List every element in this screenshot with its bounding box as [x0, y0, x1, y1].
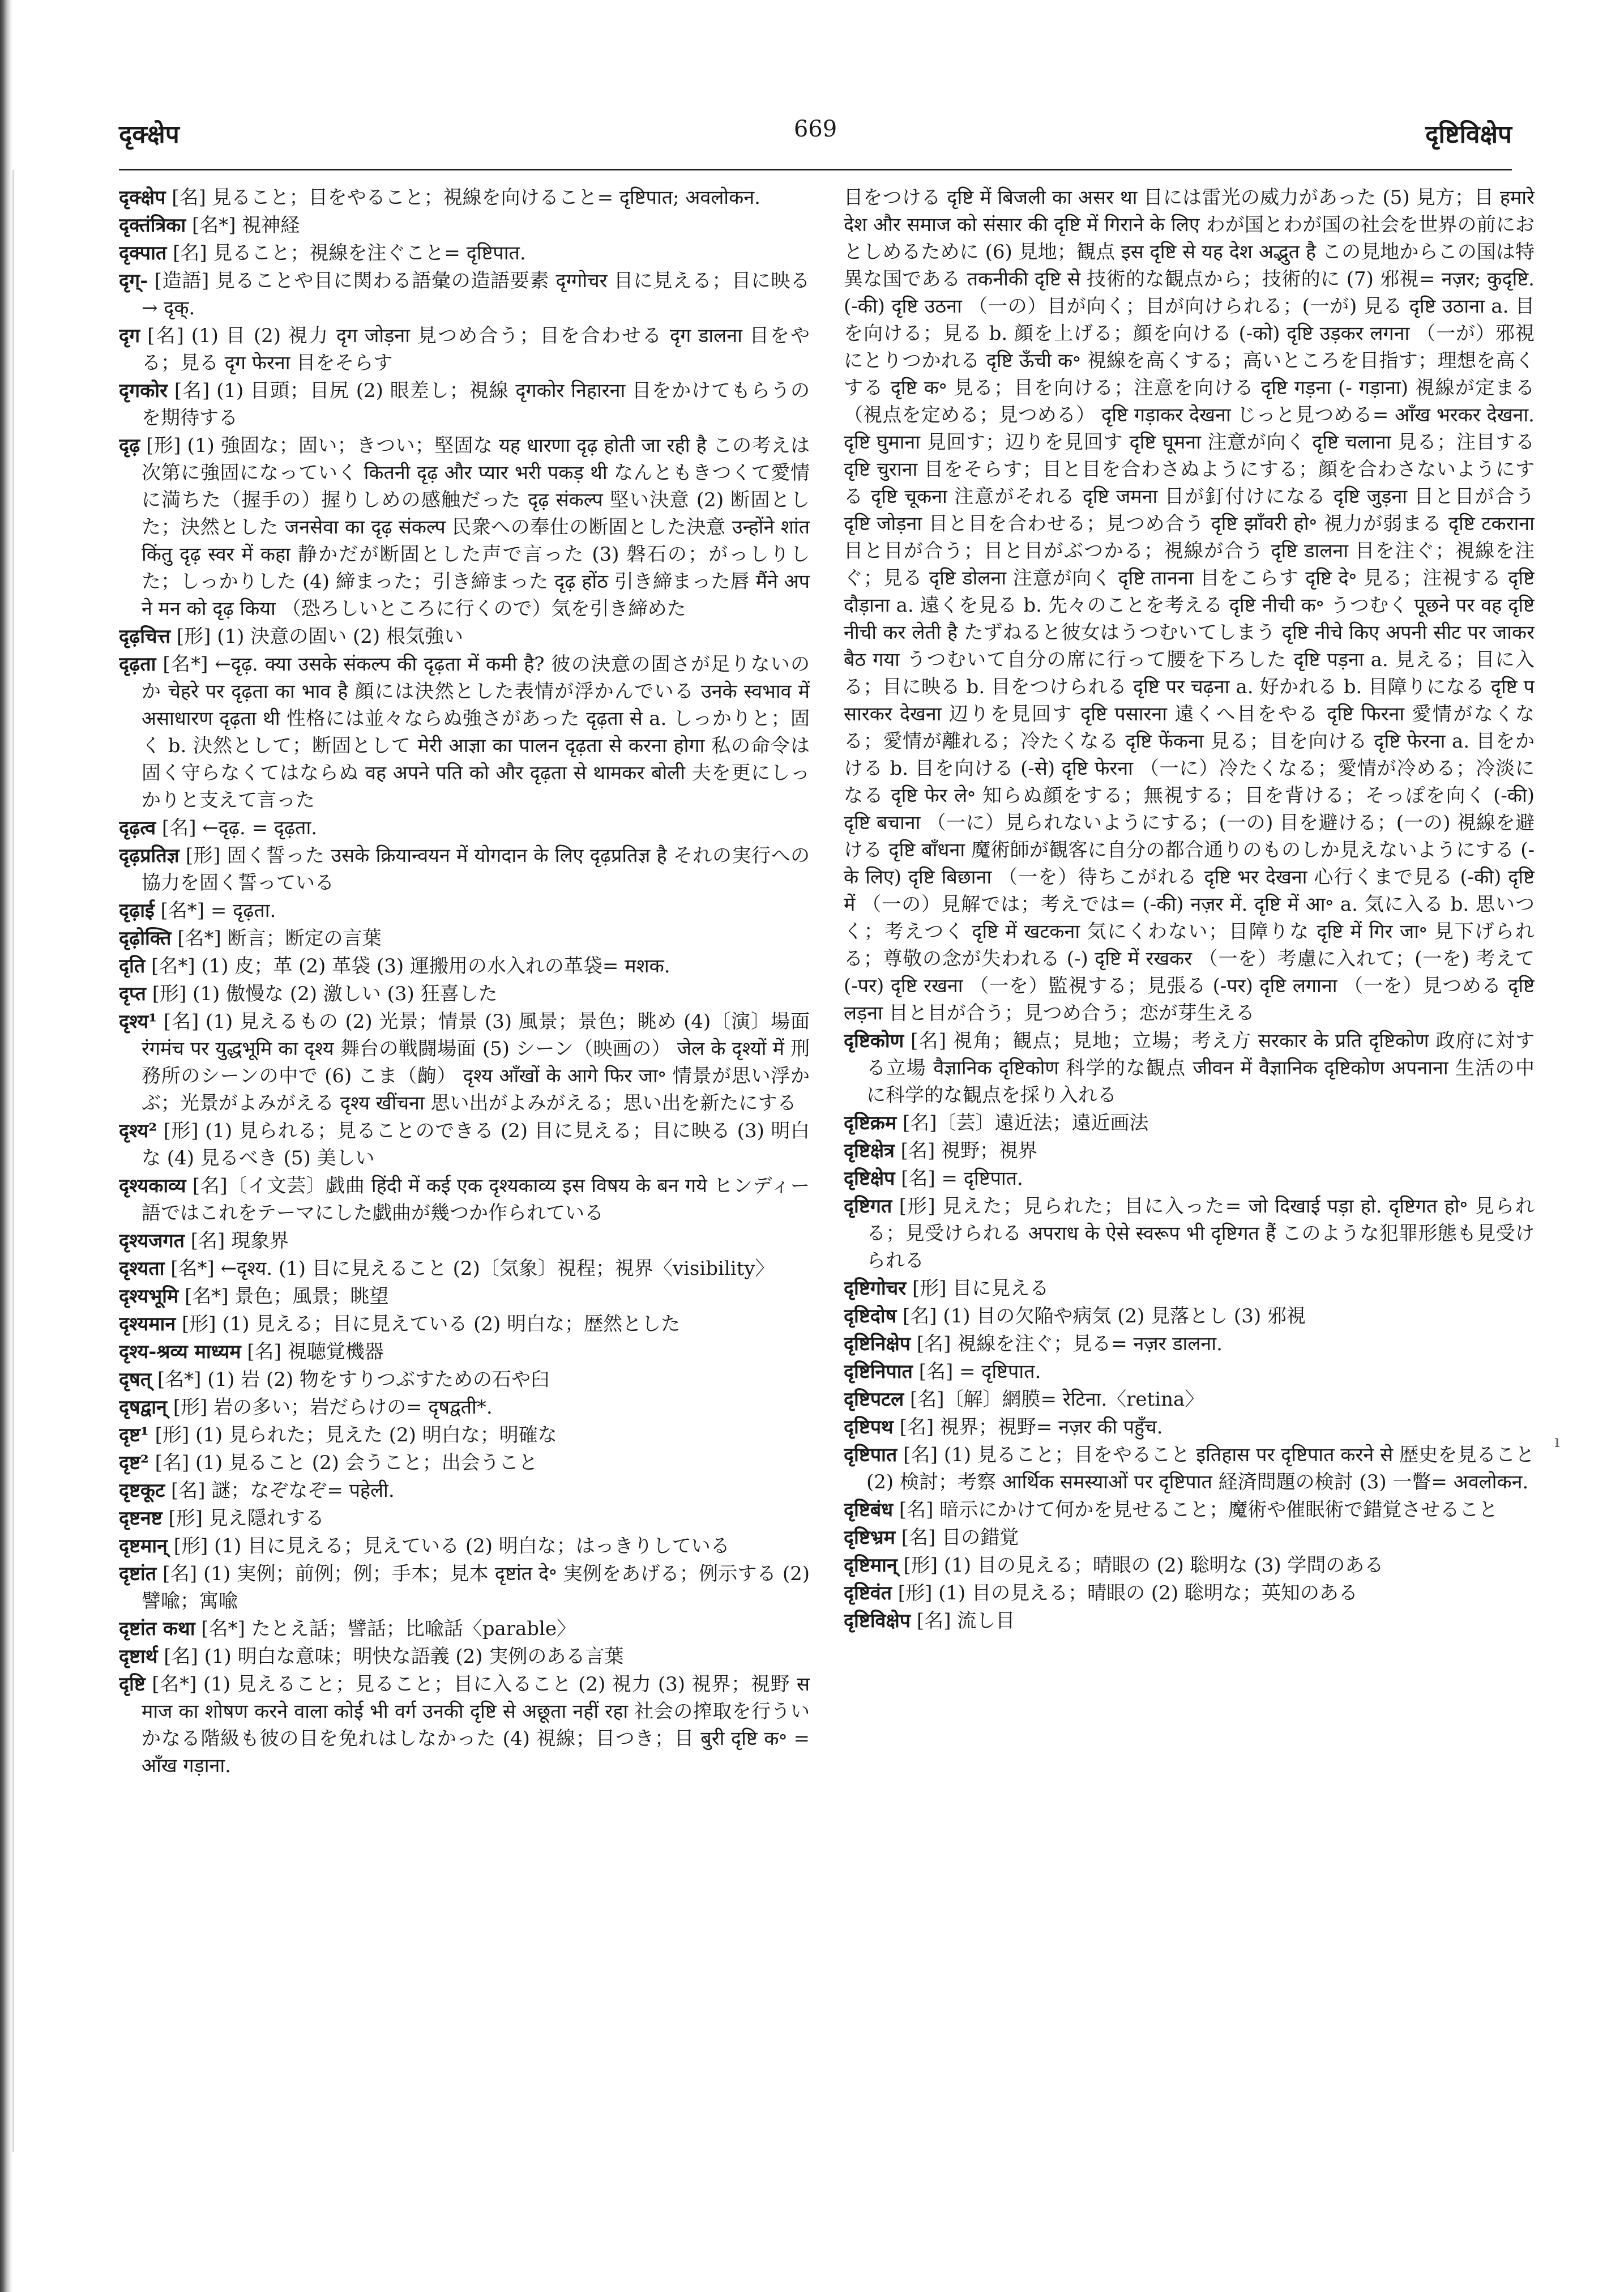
entry-definition: [形] (1) 傲慢な (2) 激しい (3) 狂喜した — [146, 983, 498, 1005]
entry-definition: [名]〔イ文芸〕戯曲 हिंदी में कई एक दृश्यकाव्य इस विषय के बन गये ヒンディー語ではこれをテーマにした戯曲が幾つか作られている — [142, 1175, 810, 1224]
dictionary-entry — [119, 267, 810, 322]
entry-headword: दृढ़ोक्ति — [119, 927, 172, 950]
header-rule — [119, 169, 1512, 170]
entry-definition: 目をつける दृष्टि में बिजली का असर था 目には雷光の威力があった (5) 見方；目 हमारे देश और समाज को संसार की दृष्टि में गिराने के लिए わが国とわが国の社会を世界の前におとしめるために (6) 見地；観点 इस दृष्टि से यह देश अद्भुत है この見地からこの国は特異な国である तकनीकी दृष्टि से 技術的な観点から；技術的に (7) 邪視= नज़र; कुदृष्टि. (-की) दृष्टि उठना （一の）目が向く；目が向けられる；(一が) 見る दृष्टि उठाना a. 目を向ける；見る b. 顔を上げる；顔を向ける (-को) दृष्टि उड़कर लगना （一が）邪視にとりつかれる दृष्टि ऊँची क॰ 視線を高くする；高いところを目指す；理想を高くする दृष्टि क॰ 見る；目を向ける；注意を向ける दृष्टि गड़ना (- गड़ाना) 視線が定まる（視点を定める；見つめる） दृष्टि गड़ाकर देखना じっと見つめる= आँख भरकर देखना. दृष्टि घुमाना 見回す；辺りを見回す दृष्टि घूमना 注意が向く दृष्टि चलाना 見る；注目する दृष्टि चुराना 目をそらす；目と目を合わさぬようにする；顔を合わさないようにする दृष्टि चूकना 注意がそれる दृष्टि जमना 目が釘付けになる दृष्टि जुड़ना 目と目が合う दृष्टि जोड़ना 目と目を合わせる；見つめ合う दृष्टि झाँवरी हो॰ 視力が弱まる दृष्टि टकराना 目と目が合う；目と目がぶつかる；視線が合う दृष्टि डालना 目を注ぐ；視線を注ぐ；見る दृष्टि डोलना 注意が向く दृष्टि तानना 目をこらす दृष्टि दे॰ 見る；注視する दृष्टि दौड़ाना a. 遠くを見る b. 先々のことを考える दृष्टि नीची क॰ うつむく पूछने पर वह दृष्टि नीची कर लेती है たずねると彼女はうつむいてしまう दृष्टि नीचे किए अपनी सीट पर जाकर बैठ गया うつむいて自分の席に行って腰を下ろした दृष्टि पड़ना a. 見える；目に入る；目に映る b. 目をつけられる दृष्टि पर चढ़ना a. 好かれる b. 目障りになる दृष्टि पसारकर देखना 辺りを見回す दृष्टि पसारना 遠くへ目をやる दृष्टि फिरना 愛情がなくなる；愛情が離れる；冷たくなる दृष्टि फेंकना 見る；目を向ける दृष्टि फेरना a. 目をかける b. 目を向ける (-से) दृष्टि फेरना （一に）冷たくなる；愛情が冷める；冷淡になる दृष्टि फेर ले॰ 知らぬ顔をする；無視する；目を背ける；そっぽを向く (-की) दृष्टि बचाना （一に）見られないようにする；(一の) 目を避ける；(一の) 視線を避ける दृष्टि बाँधना 魔術師が観客に自分の都合通りのものしか見えないようにする (-के लिए) दृष्टि बिछाना （一を）待ちこがれる दृष्टि भर देखना 心行くまで見る (-की) दृष्टि में （一の）見解では；考えでは= (-की) नज़र में. दृष्टि में आ॰ a. 気に入る b. 思いつく；考えつく दृष्टि में खटकना 気にくわない；目障りな दृष्टि में गिर जा॰ 見下げられる；尊敬の念が失われる (-) दृष्टि में रखकर （一を）考慮に入れて；(一を) 考えて (-पर) दृष्टि रखना （一を）監視する；見張る (-पर) दृष्टि लगाना （一を）見つめる दृष्टि लड़ना 目と目が合う；見つめ合う；恋が芽生える — [844, 186, 1535, 1025]
entry-headword: दृग — [119, 325, 140, 347]
entry-headword: दृष्टिविक्षेप — [844, 1610, 911, 1632]
entry-definition: [形] 見え隠れする — [162, 1507, 324, 1530]
entry-definition: [形] 固く誓った उसके क्रियान्वयन में योगदान के लिए दृढ़प्रतिज्ञ है それの実行への協力を固く誓っている — [142, 844, 810, 894]
dictionary-entry — [119, 432, 810, 622]
entry-definition: [名*] 視神経 — [186, 214, 300, 237]
dictionary-entry — [844, 1386, 1535, 1413]
entry-headword: दृति — [119, 955, 146, 978]
entry-headword: दृष्टमान् — [119, 1535, 168, 1557]
entry-definition: [名] (1) 実例；前例；例；手本；見本 दृष्टांत दे॰ 実例をあげる；例示する (2) 譬喩；寓喩 — [142, 1563, 810, 1612]
dictionary-entry — [119, 814, 810, 842]
page-number: 669 — [793, 116, 837, 142]
entry-headword: दृषद्वान् — [119, 1396, 167, 1419]
dictionary-entry — [119, 1449, 810, 1476]
entry-headword: दृष्ट¹ — [119, 1424, 149, 1446]
entry-definition: [名*] (1) 皮；革 (2) 革袋 (3) 運搬用の水入れの革袋= मशक. — [145, 955, 670, 978]
dictionary-entry — [119, 1560, 810, 1615]
scan-edge-line — [12, 170, 14, 2152]
entry-definition: [名] (1) 見ること (2) 会うこと；出会うこと — [148, 1452, 538, 1474]
entry-definition: [名*] 景色；風景；眺望 — [178, 1285, 389, 1308]
entry-definition: [名] 流し目 — [911, 1610, 1015, 1632]
dictionary-entry — [119, 184, 810, 211]
entry-definition: [名] 目の錯覚 — [895, 1526, 1019, 1549]
dictionary-entry — [844, 1414, 1535, 1441]
entry-definition: [名] 視聴覚機器 — [241, 1341, 384, 1363]
entry-definition: [名] 視野；視界 — [894, 1139, 1038, 1162]
entry-headword: दृढ़ता — [119, 653, 156, 676]
dictionary-entry — [119, 842, 810, 897]
entry-definition: [造語] 見ることや目に関わる語彙の造語要素 दृग्गोचर 目に見える；目に映る→ दृक्. — [142, 270, 810, 319]
entry-headword: दृष्टिक्षेप — [844, 1167, 895, 1190]
right-column — [844, 184, 1535, 2121]
entry-headword: दृढ़ — [119, 434, 140, 457]
dictionary-entry — [844, 1165, 1535, 1192]
dictionary-entry — [844, 1552, 1535, 1579]
dictionary-entry — [844, 1137, 1535, 1164]
dictionary-entry — [119, 1008, 810, 1117]
entry-headword: दृष्टिपटल — [844, 1388, 904, 1411]
entry-headword: दृष्टिमान् — [844, 1554, 898, 1577]
entry-headword: दृगकोर — [119, 379, 168, 402]
entry-definition: [名] 見ること；視線を注ぐこと= दृष्टिपात. — [166, 242, 526, 264]
dictionary-entry — [119, 1615, 810, 1642]
dictionary-entry — [844, 1496, 1535, 1523]
entry-headword: दृष्टिदोष — [844, 1305, 897, 1328]
entry-definition: [形] 見えた；見られた；目に入った= जो दिखाई पड़ा हो. दृष्टिगत हो॰ 見られる；見受けられる अपराध के ऐसे स्वरूप भी दृष्टिगत हैं このような犯罪形態も見受けられる — [866, 1195, 1535, 1272]
entry-definition: [名] = दृष्टिपात. — [895, 1167, 1023, 1190]
dictionary-entry — [119, 377, 810, 432]
entry-definition: [名] 現象界 — [184, 1230, 289, 1252]
entry-headword: दृष्टकूट — [119, 1479, 165, 1502]
entry-headword: दृप्त — [119, 983, 146, 1005]
dictionary-entry — [119, 1227, 810, 1254]
entry-headword: दृश्य² — [119, 1120, 157, 1142]
dictionary-entry — [844, 1441, 1535, 1496]
entry-definition: [形] (1) 見られた；見えた (2) 明白な；明確な — [148, 1424, 557, 1446]
entry-headword: दृष्टिनिक्षेप — [844, 1333, 911, 1355]
dictionary-entry — [119, 1671, 810, 1779]
entry-definition: [名] (1) 明白な意味；明快な語義 (2) 実例のある言葉 — [157, 1645, 624, 1668]
dictionary-entry — [119, 1505, 810, 1532]
entry-definition: [名] (1) 目 (2) 視力 दृग जोड़ना 見つめ合う；目を合わせる दृग डालना 目をやる；見る दृग फेरना 目をそらす — [140, 325, 810, 374]
entry-headword: दृढ़प्रतिज्ञ — [119, 844, 180, 867]
dictionary-entry — [119, 925, 810, 952]
entry-headword: दृष्टिबंध — [844, 1499, 894, 1521]
dictionary-entry — [844, 1303, 1535, 1330]
entry-definition: [名] (1) 目頭；目尻 (2) 眼差し；視線 दृगकोर निहारना 目をかけてもらうのを期待する — [142, 379, 810, 429]
entry-headword: दृढ़त्व — [119, 817, 156, 839]
dictionary-entry — [119, 212, 810, 239]
dictionary-entry — [119, 240, 810, 267]
dictionary-entry — [119, 953, 810, 980]
entry-headword: दृष्टिक्षेत्र — [844, 1139, 895, 1162]
entry-headword: दृढ़ाई — [119, 899, 155, 922]
page-header — [119, 116, 1512, 167]
entry-definition: [名]〔芸〕遠近法；遠近画法 — [896, 1112, 1149, 1134]
entry-definition: [名] 見ること；目をやること；視線を向けること= दृष्टिपात; अवलोकन. — [165, 186, 760, 209]
dictionary-entry — [844, 1607, 1535, 1634]
dictionary-entry — [119, 1283, 810, 1310]
dictionary-entry — [119, 980, 810, 1008]
dictionary-entry — [119, 1533, 810, 1560]
entry-definition: [名*] (1) 見えること；見ること；目に入ること (2) 視力 (3) 視界；視野 समाज का शोषण करने वाला कोई भी वर्ग उनकी दृष्टि से अछूता नहीं रहा 社会の搾取を行ういかなる階級も彼の目を免れはしなかった (4) 視線；目つき；目 बुरी दृष्टि क॰ = आँख गड़ाना. — [142, 1673, 810, 1777]
dictionary-entry — [844, 1193, 1535, 1274]
entry-headword: दृश्यकाव्य — [119, 1175, 186, 1197]
entry-definition: [名*] 断言；断定の言葉 — [171, 927, 382, 950]
entry-definition: [名] (1) 見ること；目をやること इतिहास पर दृष्टिपात करने से 歴史を見ること (2) 検討；考察 आर्थिक समस्याओं पर दृष्टिपात 経済問題の検討 (3) 一瞥= अवलोकन. — [866, 1444, 1535, 1493]
entry-definition: [形] (1) 強固な；固い；きつい；堅固な यह धारणा दृढ़ होती जा रही है この考えは次第に強固になっていく कितनी दृढ़ और प्यार भरी पकड़ थी なんともきつくて愛情に満ちた（握手の）握りしめの感触だった दृढ़ संकल्प 堅い決意 (2) 断固とした；決然とした जनसेवा का दृढ़ संकल्प 民衆への奉仕の断固とした決意 उन्होंने शांत किंतु दृढ़ स्वर में कहा 静かだが断固とした声で言った (3) 磐石の；がっしりした；しっかりした (4) 締まった；引き締まった दृढ़ होंठ 引き締まった唇 मैंने अपने मन को दृढ़ किया （恐ろしいところに行くので）気を引き締めた — [140, 434, 810, 620]
entry-headword: दृष्टिक्रम — [844, 1112, 897, 1134]
entry-headword: दृष्टिभ्रम — [844, 1526, 895, 1549]
entry-definition: [名] ←दृढ़. = दृढ़ता. — [156, 817, 318, 839]
entry-definition: [名] 謎；なぞなぞ= पहेली. — [165, 1479, 395, 1502]
entry-definition: [形] (1) 見られる；見ることのできる (2) 目に見える；目に映る (3) 明白な (4) 見るべき (5) 美しい — [142, 1120, 810, 1170]
dictionary-entry — [119, 1394, 810, 1421]
scan-speck: ı — [1554, 1432, 1560, 1452]
dictionary-entry — [119, 651, 810, 814]
entry-definition: [名*] ←दृश्य. (1) 目に見えること (2)〔気象〕視程；視界〈visibility〉 — [164, 1257, 775, 1280]
dictionary-entry — [119, 1422, 810, 1449]
entry-headword: दृष्टिगोचर — [844, 1277, 907, 1300]
entry-definition: [形] 岩の多い；岩だらけの= दृषद्वती*. — [166, 1396, 493, 1419]
dictionary-entry — [119, 1311, 810, 1338]
entry-headword: दृक्पात — [119, 242, 167, 264]
entry-definition: [形] (1) 目に見える；見えている (2) 明白な；はっきりしている — [167, 1535, 730, 1557]
dictionary-entry — [844, 1524, 1535, 1551]
entry-headword: दृष्ट² — [119, 1452, 149, 1474]
scan-binding-shadow — [0, 0, 12, 2292]
entry-definition: [形] (1) 目の見える；晴眼の (2) 聡明な (3) 学問のある — [897, 1554, 1384, 1577]
dictionary-entry — [119, 1117, 810, 1172]
dictionary-entry — [844, 1275, 1535, 1302]
entry-headword: दृग्- — [119, 270, 148, 292]
entry-definition: [形] 目に見える — [906, 1277, 1049, 1300]
entry-headword: दृश्यमान — [119, 1313, 176, 1335]
entry-headword: दृष्टिवंत — [844, 1582, 892, 1604]
dictionary-entry — [119, 1477, 810, 1504]
entry-definition: [名] 視線を注ぐ；見る= नज़र डालना. — [911, 1333, 1223, 1355]
entry-definition: [名*] = दृढ़ता. — [154, 899, 276, 922]
dictionary-entry — [119, 1338, 810, 1365]
entry-definition: [名] 暗示にかけて何かを見せること；魔術や催眠術で錯覚させること — [893, 1499, 1498, 1521]
dictionary-entry — [119, 1366, 810, 1393]
dictionary-entry — [119, 1172, 810, 1227]
dictionary-entry — [119, 623, 810, 650]
entry-headword: दृष्टार्थ — [119, 1645, 158, 1668]
entry-definition: [名] 視界；視野= नज़र की पहुँच. — [893, 1416, 1163, 1439]
entry-headword: दृष्टिगत — [844, 1195, 892, 1218]
guide-word-left: दृक्क्षेप — [119, 120, 180, 149]
guide-word-right: दृष्टिविक्षेप — [1425, 120, 1512, 149]
entry-definition: [名] (1) 目の欠陥や病気 (2) 見落とし (3) 邪視 — [896, 1305, 1306, 1328]
entry-definition: [形] (1) 目の見える；晴眼の (2) 聡明な；英知のある — [892, 1582, 1358, 1604]
dictionary-entry — [844, 1580, 1535, 1607]
entry-headword: दृषत् — [119, 1368, 152, 1391]
entry-definition: [名] = दृष्टिपात. — [912, 1360, 1041, 1383]
entry-definition: [形] (1) 決意の固い (2) 根気強い — [170, 625, 463, 648]
entry-headword: दृष्टिपथ — [844, 1416, 894, 1439]
entry-definition: [形] (1) 見える；目に見えている (2) 明白な；歴然とした — [176, 1313, 681, 1335]
entry-headword: दृष्टांत — [119, 1563, 157, 1585]
entry-headword: दृश्य¹ — [119, 1010, 157, 1033]
dictionary-entry — [844, 1330, 1535, 1358]
entry-headword: दृक्तंत्रिका — [119, 214, 186, 237]
dictionary-entry — [844, 1027, 1535, 1109]
entry-definition: [名*] ←दृढ़. क्या उसके संकल्प की दृढ़ता में कमी है? 彼の決意の固さが足りないのか चेहरे पर दृढ़ता का भाव है 顔には決然とした表情が浮かんでいる उनके स्वभाव में असाधारण दृढ़ता थी 性格には並々ならぬ強さがあった दृढ़ता से a. しっかりと；固く b. 決然として；断固として मेरी आज्ञा का पालन दृढ़ता से करना होगा 私の命令は固く守らなくてはならぬ वह अपने पति को और दृढ़ता से थामकर बोली 夫を更にしっかりと支えて言った — [142, 653, 810, 812]
entry-headword: दृश्य-श्रव्य माध्यम — [119, 1341, 241, 1363]
entry-headword: दृश्यजगत — [119, 1230, 185, 1252]
entry-headword: दृश्यभूमि — [119, 1285, 179, 1308]
dictionary-entry — [844, 184, 1535, 1027]
entry-headword: दृढ़चित्त — [119, 625, 171, 648]
dictionary-entry — [119, 1643, 810, 1670]
entry-definition: [名*] (1) 岩 (2) 物をすりつぶすための石や臼 — [151, 1368, 550, 1391]
entry-headword: दृष्टिपात — [844, 1444, 898, 1466]
dictionary-entry — [119, 322, 810, 377]
entry-headword: दृक्क्षेप — [119, 186, 166, 209]
entry-definition: [名] (1) 見えるもの (2) 光景；情景 (3) 風景；景色；眺め (4)〔演〕場面 रंगमंच पर युद्धभूमि का दृश्य 舞台の戦闘場面 (5) シーン（映画の） जेल के दृश्यों में 刑務所のシーンの中で (6) こま（齣） दृश्य आँखों के आगे फिर जा॰ 情景が思い浮かぶ；光景がよみがえる दृश्य खींचना 思い出がよみがえる；思い出を新たにする — [142, 1010, 810, 1115]
entry-headword: दृष्टिकोण — [844, 1030, 904, 1052]
entry-definition: [名] 視角；観点；見地；立場；考え方 सरकार के प्रति दृष्टिकोण 政府に対する立場 वैज्ञानिक दृष्टिकोण 科学的な観点 जीवन में वैज्ञानिक दृष्टिकोण अपनाना 生活の中に科学的な観点を採り入れる — [866, 1030, 1535, 1107]
dictionary-entry — [119, 897, 810, 924]
dictionary-entry — [844, 1358, 1535, 1385]
entry-headword: दृष्टनष्ट — [119, 1507, 163, 1530]
entry-headword: दृष्टिनिपात — [844, 1360, 913, 1383]
entry-definition: [名*] たとえ話；譬話；比喩話〈parable〉 — [195, 1617, 576, 1640]
left-column — [119, 184, 810, 2121]
dictionary-entry — [119, 1255, 810, 1282]
entry-definition: [名]〔解〕網膜= रेटिना.〈retina〉 — [904, 1388, 1204, 1411]
entry-headword: दृश्यता — [119, 1257, 165, 1280]
entry-headword: दृष्टांत कथा — [119, 1617, 195, 1640]
entry-headword: दृष्टि — [119, 1673, 146, 1696]
dictionary-entry — [844, 1109, 1535, 1137]
